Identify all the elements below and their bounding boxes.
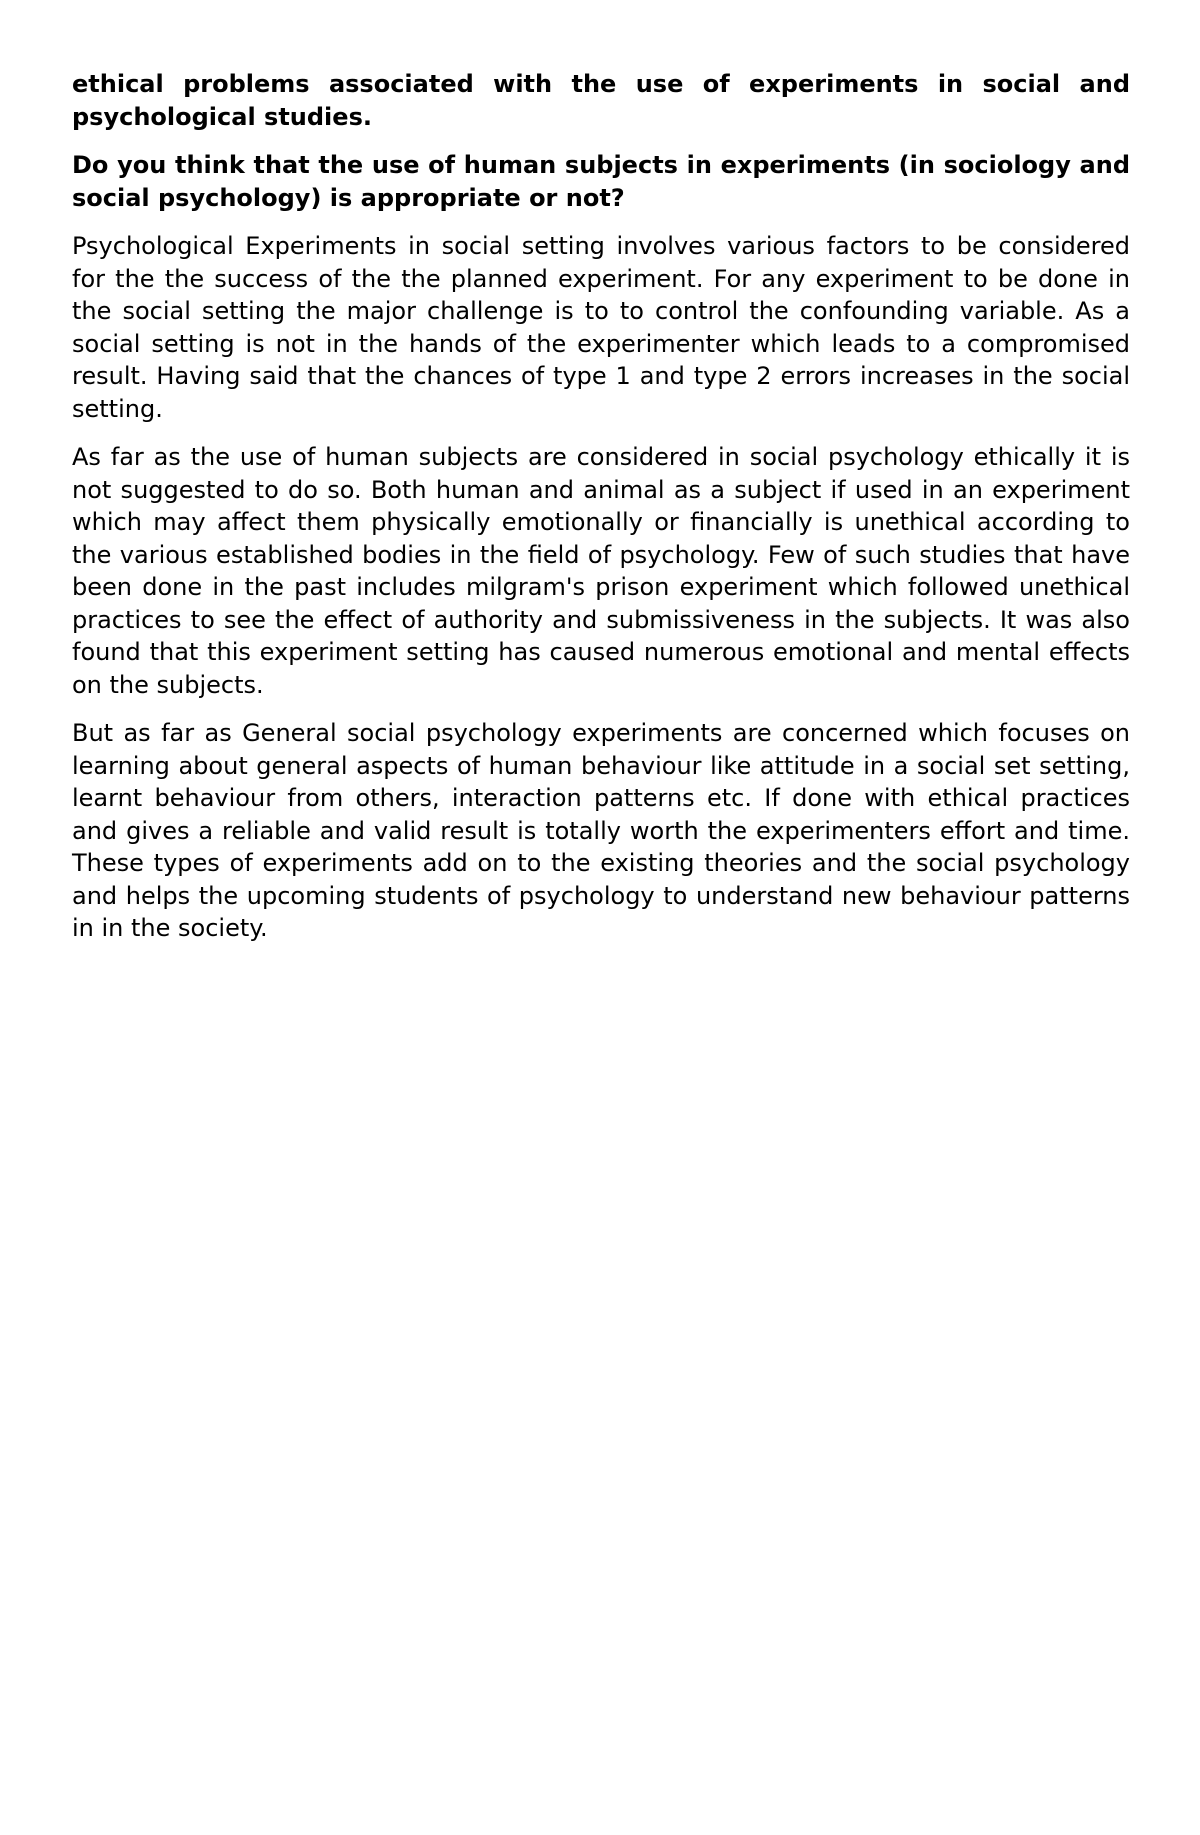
paragraph-human-subjects: As far as the use of human subjects are considered in social psychology ethically it is not suggested to do so. Both human and animal as a subject if used in an experiment which may affect them physically emotionally or financially is unethical according to the various established bodies in the field of psychology. Few of such studies that have been done in the past includes milgram's prison experiment which followed unethical practices to see the effect of authority and submissiveness in the subjects. It was also found that this experiment setting has caused numerous emotional and mental effects on the subjects. bbox=[72, 443, 1130, 699]
document-page bbox=[72, 68, 1130, 961]
section-heading: ethical problems associated with the use of experiments in social and psychological studies. bbox=[72, 70, 1130, 131]
paragraph-general-experiments: But as far as General social psychology experiments are concerned which focuses on learning about general aspects of human behaviour like attitude in a social set setting, learnt behaviour from others, interaction patterns etc. If done with ethical practices and gives a reliable and valid result is totally worth the experimenters effort and time. These types of experiments add on to the existing theories and the social psychology and helps the upcoming students of psychology to understand new behaviour patterns in in the society. bbox=[72, 719, 1130, 942]
question-heading: Do you think that the use of human subjects in experiments (in sociology and social psychology) is appropriate or not? bbox=[72, 151, 1130, 212]
paragraph-social-setting: Psychological Experiments in social setting involves various factors to be considered for the the success of the the planned experiment. For any experiment to be done in the social setting the major challenge is to to control the confounding variable. As a social setting is not in the hands of the experimenter which leads to a compromised result. Having said that the chances of type 1 and type 2 errors increases in the social setting. bbox=[72, 232, 1130, 423]
